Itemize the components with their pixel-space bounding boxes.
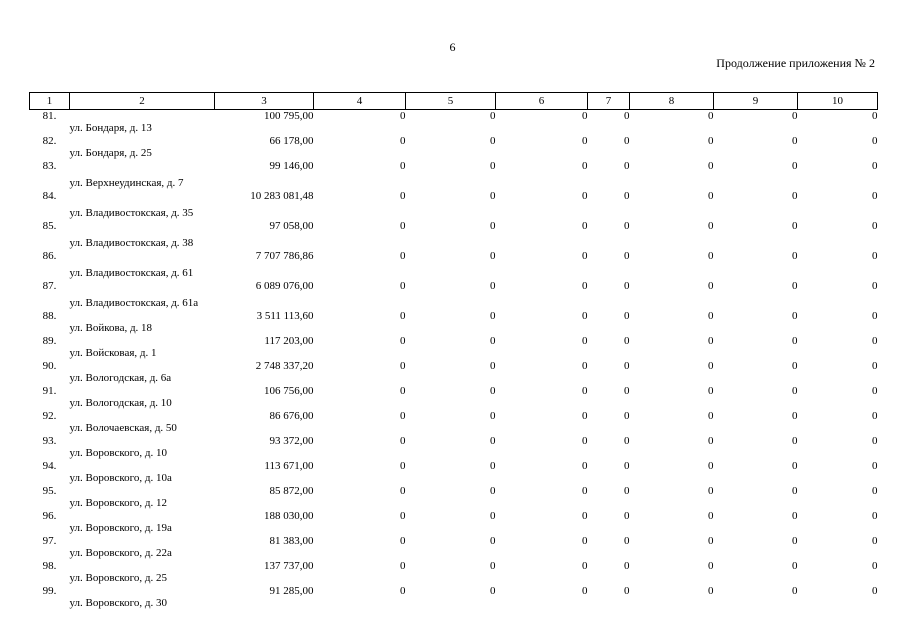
amount-cell: 99 146,00 [269, 159, 314, 172]
amount-cell: 91 285,00 [269, 584, 314, 597]
address-cell [70, 410, 215, 435]
value-cell: 0 [490, 484, 496, 497]
row-number-cell: 99. [42, 584, 57, 597]
value-cell: 0 [872, 110, 878, 122]
value-cell: 0 [490, 189, 496, 202]
value-cell: 0 [624, 434, 630, 447]
value-cell: 0 [582, 110, 588, 122]
value-cell: 0 [708, 384, 714, 397]
amount-cell: 10 283 081,48 [250, 189, 314, 202]
address-text: ул. Владивостокская, д. 38 [69, 236, 194, 249]
table-row [30, 250, 878, 280]
row-number-cell: 88. [42, 309, 57, 322]
value-cell: 0 [624, 110, 630, 122]
address-text: ул. Воровского, д. 10 [69, 446, 167, 459]
row-number-cell: 83. [42, 159, 57, 172]
amount-cell: 97 058,00 [269, 219, 314, 232]
value-cell: 0 [490, 459, 496, 472]
address-cell [70, 220, 215, 250]
amount-cell: 7 707 786,86 [255, 249, 314, 262]
value-cell: 0 [708, 249, 714, 262]
value-cell: 0 [624, 134, 630, 147]
row-number-cell: 85. [42, 219, 57, 232]
value-cell: 0 [582, 559, 588, 572]
address-text: ул. Воровского, д. 22а [69, 546, 172, 559]
value-cell: 0 [872, 309, 878, 322]
value-cell: 0 [792, 559, 798, 572]
amount-cell: 100 795,00 [264, 110, 314, 122]
value-cell: 0 [708, 159, 714, 172]
value-cell: 0 [872, 584, 878, 597]
value-cell: 0 [582, 359, 588, 372]
value-cell: 0 [400, 249, 406, 262]
address-text: ул. Вологодская, д. 10 [69, 396, 172, 409]
value-cell: 0 [872, 279, 878, 292]
value-cell: 0 [708, 309, 714, 322]
value-cell: 0 [872, 334, 878, 347]
address-cell [70, 335, 215, 360]
value-cell: 0 [792, 219, 798, 232]
column-header: 7 [588, 93, 630, 110]
value-cell: 0 [400, 359, 406, 372]
value-cell: 0 [624, 334, 630, 347]
table-row [30, 560, 878, 585]
amount-cell: 93 372,00 [269, 434, 314, 447]
row-number-cell: 82. [42, 134, 57, 147]
value-cell: 0 [582, 309, 588, 322]
value-cell: 0 [400, 384, 406, 397]
value-cell: 0 [792, 484, 798, 497]
row-number-cell: 92. [42, 409, 57, 422]
value-cell: 0 [708, 534, 714, 547]
value-cell: 0 [400, 459, 406, 472]
value-cell: 0 [708, 459, 714, 472]
value-cell: 0 [490, 279, 496, 292]
value-cell: 0 [400, 334, 406, 347]
table-row [30, 220, 878, 250]
value-cell: 0 [872, 559, 878, 572]
value-cell: 0 [624, 534, 630, 547]
value-cell: 0 [400, 409, 406, 422]
address-text: ул. Воровского, д. 25 [69, 571, 167, 584]
value-cell: 0 [624, 459, 630, 472]
value-cell: 0 [792, 189, 798, 202]
amount-cell: 2 748 337,20 [255, 359, 314, 372]
value-cell: 0 [708, 509, 714, 522]
value-cell: 0 [582, 334, 588, 347]
table-row [30, 585, 878, 610]
address-cell [70, 310, 215, 335]
value-cell: 0 [624, 584, 630, 597]
value-cell: 0 [400, 534, 406, 547]
address-cell [70, 360, 215, 385]
value-cell: 0 [708, 219, 714, 232]
address-cell [70, 250, 215, 280]
value-cell: 0 [624, 484, 630, 497]
value-cell: 0 [490, 309, 496, 322]
column-header: 2 [70, 93, 215, 110]
value-cell: 0 [400, 584, 406, 597]
address-cell [70, 460, 215, 485]
value-cell: 0 [792, 159, 798, 172]
value-cell: 0 [582, 159, 588, 172]
address-text: ул. Верхнеудинская, д. 7 [69, 176, 184, 189]
value-cell: 0 [792, 434, 798, 447]
table-row [30, 510, 878, 535]
column-header: 10 [798, 93, 878, 110]
value-cell: 0 [490, 110, 496, 122]
value-cell: 0 [792, 459, 798, 472]
row-number-cell: 95. [42, 484, 57, 497]
value-cell: 0 [792, 384, 798, 397]
column-header: 5 [406, 93, 496, 110]
value-cell: 0 [490, 584, 496, 597]
value-cell: 0 [582, 584, 588, 597]
address-text: ул. Войкова, д. 18 [69, 321, 153, 334]
value-cell: 0 [708, 434, 714, 447]
value-cell: 0 [400, 134, 406, 147]
value-cell: 0 [792, 334, 798, 347]
value-cell: 0 [490, 159, 496, 172]
value-cell: 0 [400, 110, 406, 122]
appendix-continuation-note: Продолжение приложения № 2 [716, 56, 875, 70]
value-cell: 0 [872, 249, 878, 262]
value-cell: 0 [872, 359, 878, 372]
value-cell: 0 [400, 309, 406, 322]
value-cell: 0 [582, 459, 588, 472]
value-cell: 0 [708, 584, 714, 597]
table-row [30, 110, 878, 135]
row-number-cell: 89. [42, 334, 57, 347]
table-row [30, 360, 878, 385]
amount-cell: 66 178,00 [269, 134, 314, 147]
value-cell: 0 [624, 279, 630, 292]
table-row [30, 410, 878, 435]
value-cell: 0 [872, 534, 878, 547]
row-number-cell: 87. [42, 279, 57, 292]
value-cell: 0 [490, 219, 496, 232]
table-row [30, 485, 878, 510]
column-header: 4 [314, 93, 406, 110]
value-cell: 0 [400, 559, 406, 572]
row-number-cell: 91. [42, 384, 57, 397]
table-row [30, 435, 878, 460]
amount-cell: 85 872,00 [269, 484, 314, 497]
value-cell: 0 [490, 559, 496, 572]
address-text: ул. Владивостокская, д. 35 [69, 206, 194, 219]
address-cell [70, 135, 215, 160]
value-cell: 0 [708, 559, 714, 572]
table-row [30, 310, 878, 335]
amount-cell: 117 203,00 [264, 334, 314, 347]
row-number-cell: 81. [42, 110, 57, 122]
amount-cell: 113 671,00 [264, 459, 314, 472]
amount-cell: 81 383,00 [269, 534, 314, 547]
value-cell: 0 [872, 384, 878, 397]
row-number-cell: 97. [42, 534, 57, 547]
address-text: ул. Воровского, д. 19а [69, 521, 172, 534]
value-cell: 0 [792, 110, 798, 122]
address-cell [70, 160, 215, 190]
value-cell: 0 [400, 484, 406, 497]
address-cell [70, 385, 215, 410]
address-text: ул. Владивостокская, д. 61а [69, 296, 199, 309]
address-text: ул. Воровского, д. 12 [69, 496, 167, 509]
value-cell: 0 [400, 219, 406, 232]
amount-cell: 188 030,00 [264, 509, 314, 522]
address-text: ул. Войсковая, д. 1 [69, 346, 157, 359]
value-cell: 0 [400, 434, 406, 447]
header-row [30, 93, 878, 110]
value-cell: 0 [400, 159, 406, 172]
value-cell: 0 [872, 189, 878, 202]
value-cell: 0 [582, 249, 588, 262]
address-cell [70, 435, 215, 460]
value-cell: 0 [872, 509, 878, 522]
address-text: ул. Воровского, д. 30 [69, 596, 167, 609]
value-cell: 0 [792, 249, 798, 262]
value-cell: 0 [792, 509, 798, 522]
data-table [29, 92, 878, 610]
amount-cell: 6 089 076,00 [255, 279, 314, 292]
value-cell: 0 [792, 534, 798, 547]
amount-cell: 137 737,00 [264, 559, 314, 572]
table-row [30, 385, 878, 410]
table-row [30, 135, 878, 160]
value-cell: 0 [490, 534, 496, 547]
address-cell [70, 585, 215, 610]
value-cell: 0 [490, 249, 496, 262]
amount-cell: 3 511 113,60 [256, 309, 314, 322]
value-cell: 0 [582, 434, 588, 447]
value-cell: 0 [872, 159, 878, 172]
amount-cell: 106 756,00 [264, 384, 314, 397]
column-header: 1 [30, 93, 70, 110]
value-cell: 0 [490, 509, 496, 522]
column-header: 6 [496, 93, 588, 110]
row-number-cell: 94. [42, 459, 57, 472]
value-cell: 0 [624, 384, 630, 397]
value-cell: 0 [624, 559, 630, 572]
value-cell: 0 [872, 219, 878, 232]
value-cell: 0 [872, 434, 878, 447]
address-text: ул. Вологодская, д. 6а [69, 371, 172, 384]
value-cell: 0 [792, 359, 798, 372]
address-text: ул. Бондаря, д. 13 [69, 122, 152, 134]
value-cell: 0 [582, 189, 588, 202]
value-cell: 0 [582, 409, 588, 422]
value-cell: 0 [872, 484, 878, 497]
value-cell: 0 [400, 189, 406, 202]
row-number-cell: 96. [42, 509, 57, 522]
value-cell: 0 [624, 409, 630, 422]
row-number-cell: 93. [42, 434, 57, 447]
value-cell: 0 [708, 409, 714, 422]
table-body [30, 110, 878, 610]
value-cell: 0 [708, 110, 714, 122]
address-text: ул. Воровского, д. 10а [69, 471, 172, 484]
table-row [30, 535, 878, 560]
value-cell: 0 [708, 279, 714, 292]
value-cell: 0 [490, 359, 496, 372]
value-cell: 0 [708, 359, 714, 372]
value-cell: 0 [490, 334, 496, 347]
value-cell: 0 [708, 189, 714, 202]
value-cell: 0 [624, 359, 630, 372]
row-number-cell: 98. [42, 559, 57, 572]
value-cell: 0 [792, 134, 798, 147]
table-row [30, 280, 878, 310]
value-cell: 0 [708, 134, 714, 147]
amount-cell: 86 676,00 [269, 409, 314, 422]
address-cell [70, 485, 215, 510]
address-text: ул. Владивостокская, д. 61 [69, 266, 194, 279]
value-cell: 0 [582, 484, 588, 497]
value-cell: 0 [582, 279, 588, 292]
address-cell [70, 535, 215, 560]
row-number-cell: 90. [42, 359, 57, 372]
row-number-cell: 86. [42, 249, 57, 262]
value-cell: 0 [490, 409, 496, 422]
column-header: 9 [714, 93, 798, 110]
value-cell: 0 [400, 279, 406, 292]
value-cell: 0 [792, 584, 798, 597]
value-cell: 0 [872, 459, 878, 472]
value-cell: 0 [792, 279, 798, 292]
address-cell [70, 190, 215, 220]
value-cell: 0 [624, 309, 630, 322]
value-cell: 0 [490, 384, 496, 397]
value-cell: 0 [872, 134, 878, 147]
table-row [30, 160, 878, 190]
value-cell: 0 [624, 249, 630, 262]
row-number-cell: 84. [42, 189, 57, 202]
value-cell: 0 [708, 484, 714, 497]
value-cell: 0 [872, 409, 878, 422]
column-header: 3 [215, 93, 314, 110]
address-cell [70, 280, 215, 310]
page-number: 6 [449, 40, 456, 54]
value-cell: 0 [582, 509, 588, 522]
value-cell: 0 [792, 409, 798, 422]
address-cell [70, 110, 215, 135]
value-cell: 0 [400, 509, 406, 522]
value-cell: 0 [582, 384, 588, 397]
address-cell [70, 560, 215, 585]
address-text: ул. Волочаевская, д. 50 [69, 421, 177, 434]
value-cell: 0 [792, 309, 798, 322]
value-cell: 0 [490, 434, 496, 447]
value-cell: 0 [582, 134, 588, 147]
value-cell: 0 [582, 534, 588, 547]
table-row [30, 190, 878, 220]
value-cell: 0 [582, 219, 588, 232]
table-row [30, 460, 878, 485]
value-cell: 0 [624, 219, 630, 232]
value-cell: 0 [624, 509, 630, 522]
value-cell: 0 [624, 159, 630, 172]
address-cell [70, 510, 215, 535]
value-cell: 0 [708, 334, 714, 347]
table-row [30, 335, 878, 360]
address-text: ул. Бондаря, д. 25 [69, 146, 152, 159]
column-header: 8 [630, 93, 714, 110]
value-cell: 0 [490, 134, 496, 147]
value-cell: 0 [624, 189, 630, 202]
